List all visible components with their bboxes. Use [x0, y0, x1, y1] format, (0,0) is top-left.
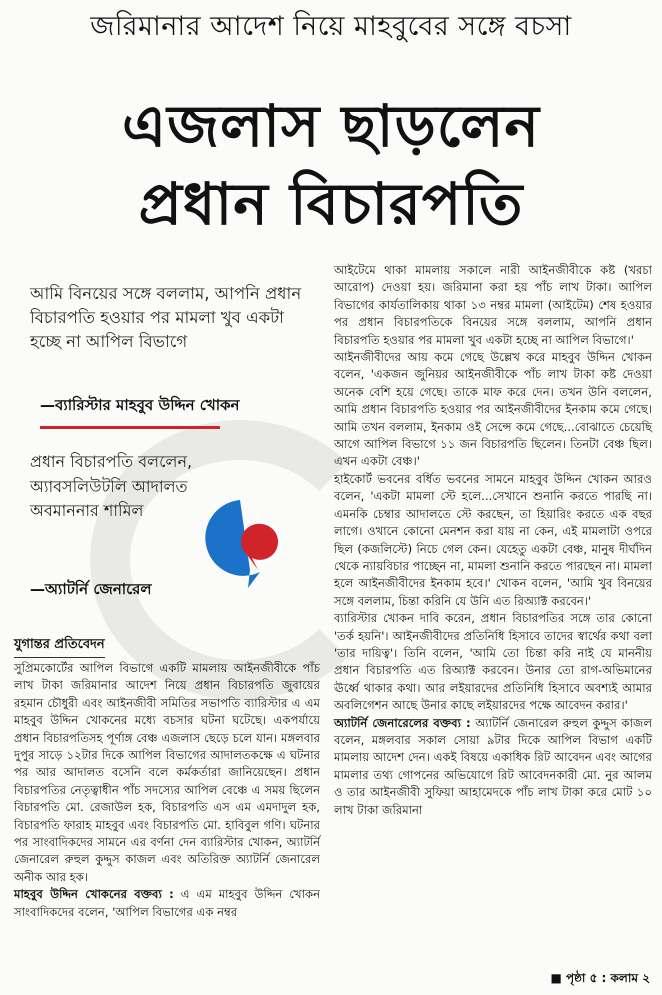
headline-line-2: প্রধান বিচারপতি — [138, 170, 524, 238]
quote-bubble-icon — [200, 490, 300, 590]
article-paragraph: আইনজীবীদের আয় কমে গেছে উল্লেখ করে মাহবুব উদ্দিন খোকন বলেন, 'একজন জুনিয়র আইনজীবীকে পাঁচ লাখ টাকা কষ্ট দেওয়া অনেক বেশি হয়ে গেছে। তাকে মাফ করে দেন। তখন উনি বললেন, আমি প্রধান বিচারপতি হওয়ার পর আইনজীবীদের ইনকাম কমে গেছে। আমি তখন বললাম, ইনকাম ওই সেন্সে কমে গেছে...বোঝাতে চেয়েছি আগে আপিল বিভাগে ১১ জন বিচারপতি ছিলেন। তিনটা বেঞ্চ ছিল। এখন একটা বেঞ্চ।' — [334, 350, 652, 469]
article-text: এ এম মাহবুব উদ্দিন খোকন সাংবাদিকদের বলেন, 'আপিল বিভাগের এক নম্বর — [14, 887, 321, 919]
sub-heading: মাহবুব উদ্দিন খোকনের বক্তব্য : — [14, 887, 174, 902]
article-text: অ্যাটর্নি জেনারেল রুহুল কুদ্দুস কাজল বলেন, মঙ্গলবার সকাল সোয়া ৯টার দিকে আপিল বিভাগ একটি মামলায় আদেশ দেন। একই বিষয়ে একাধিক রিট আবেদন এবং আগের মামলার তথ্য গোপনের অভিযোগে রিট আবেদনকারী মো. নুর আলম ও তার আইনজীবী সুফিয়া আহামেদকে পাঁচ লাখ টাকা করে মোট ১০ লাখ টাকা জরিমানা — [334, 715, 652, 817]
article-body-right — [334, 262, 652, 819]
pull-quote-1: আমি বিনয়ের সঙ্গে বললাম, আপনি প্রধান বিচারপতি হওয়ার পর মামলা খুব একটা হচ্ছে না আপিল বিভাগে — [30, 284, 302, 351]
pull-quote-2: প্রধান বিচারপতি বললেন, অ্যাবসলিউটলি আদালত অবমাননার শামিল — [30, 452, 193, 520]
divider — [40, 426, 220, 429]
article-paragraph: হাইকোর্ট ভবনের বর্ধিত ভবনের সামনে মাহবুব উদ্দিন খোকন আরও বলেন, 'একটা মামলা স্টে হলে...সেখানে শুনানি করতে পারছি না। এমনকি চেম্বার আদালতে স্টে করছেন, তা হিয়ারিং করতে এক বছর লাগে। ওখানে কোনো মেনশন করা যায় না কেন, এই মামলাটা ওপরে ছিল (কজলিস্টে) নিচে গেল কেন। যেহেতু একটা বেঞ্চ, মানুষ দীর্ঘদিন থেকে ন্যায়বিচার পাচ্ছেন না, মামলা শুনানি করতে পারছেন না। মামলা হলে আইনজীবীদের ইনকাম হবে।' খোকন বলেন, 'আমি খুব বিনয়ের সঙ্গে বললাম, চিন্তা করিনি যে উনি এত রিঅ্যাক্ট করবেন।' — [334, 471, 652, 608]
article-paragraph: ব্যারিস্টার খোকন দাবি করেন, প্রধান বিচারপতির সঙ্গে তার কোনো 'তর্ক হয়নি'। আইনজীবীদের প্রতিনিধি হিসাবে তাদের স্বার্থের কথা বলা 'তার দায়িত্ব'। তিনি বলেন, 'আমি তো চিন্তা করি নাই যে মাননীয় প্রধান বিচারপতি এত রিঅ্যাক্ট করবেন। উনার তো রাগ-অভিমানের ঊর্ধ্বে থাকার কথা। আর লইয়ারদের প্রতিনিধি হিসাবে অবশ্যই আমার অবলিগেশন আছে উনার কাছে লইয়ারদের পক্ষে আবেদন করার।' — [334, 611, 652, 713]
headline-line-1: এজলাস ছাড়লেন — [121, 92, 541, 160]
pull-quote-2-attribution: —অ্যাটর্নি জেনারেল — [30, 580, 152, 598]
article-paragraph: সুপ্রিমকোর্টের আপিল বিভাগে একটি মামলায় আইনজীবীকে পাঁচ লাখ টাকা জরিমানার আদেশ নিয়ে প্রধান বিচারপতি জুবায়ের রহমান চৌধুরী এবং আইনজীবী সমিতির সভাপতি ব্যারিস্টার এ এম মাহবুব উদ্দিন খোকনের মধ্যে বচসার ঘটনা ঘটেছে। একপর্যায়ে প্রধান বিচারপতিসহ পূর্ণাঙ্গ বেঞ্চ এজলাস ছেড়ে চলে যান। মঙ্গলবার দুপুর সাড়ে ১২টার দিকে আপিল বিভাগের আদালতকক্ষে এ ঘটনার পর আর আদালত বসেনি বলে কর্মকর্তারা জানিয়েছেন। প্রধান বিচারপতির নেতৃত্বাধীন পাঁচ সদস্যের আপিল বেঞ্চে এ সময় ছিলেন বিচারপতি মো. রেজাউল হক, বিচারপতি এস এম এমদাদুল হক, বিচারপতি ফারাহ মাহবুব এবং বিচারপতি মো. হাবিবুল গণি। ঘটনার পর সাংবাদিকদের সামনে এর বর্ণনা দেন ব্যারিস্টার খোকন, অ্যাটর্নি জেনারেল রুহুল কুদ্দুস কাজল এবং অতিরিক্ত অ্যাটর্নি জেনারেল অনীক আর হক। — [14, 661, 320, 884]
sub-heading: অ্যাটর্নি জেনারেলের বক্তব্য : — [334, 715, 471, 730]
article-paragraph: আইটেমে থাকা মামলায় সকালে নারী আইনজীবীকে কষ্ট (খরচা আরোপ) দেওয়া হয়। জরিমানা করা হয় পাঁচ লাখ টাকা। আপিল বিভাগের কার্যতালিকায় থাকা ১৩ নম্বর মামলা (আইটেম) শেষ হওয়ার পর প্রধান বিচারপতিকে বিনয়ের সঙ্গে বললাম, আপনি প্রধান বিচারপতি হওয়ার পর মামলা খুব একটা হচ্ছে না আপিল বিভাগে।' — [334, 263, 652, 347]
byline: যুগান্তর প্রতিবেদন — [14, 635, 105, 658]
kicker: জরিমানার আদেশ নিয়ে মাহবুবের সঙ্গে বচসা — [90, 11, 572, 42]
page-reference: ■ পৃষ্ঠা ৫ : কলাম ২ — [550, 971, 650, 985]
article-body-left — [14, 660, 320, 921]
pull-quote-1-attribution: —ব্যারিস্টার মাহবুব উদ্দিন খোকন — [40, 396, 240, 414]
article-paragraph — [14, 886, 320, 921]
article-paragraph — [334, 715, 652, 819]
